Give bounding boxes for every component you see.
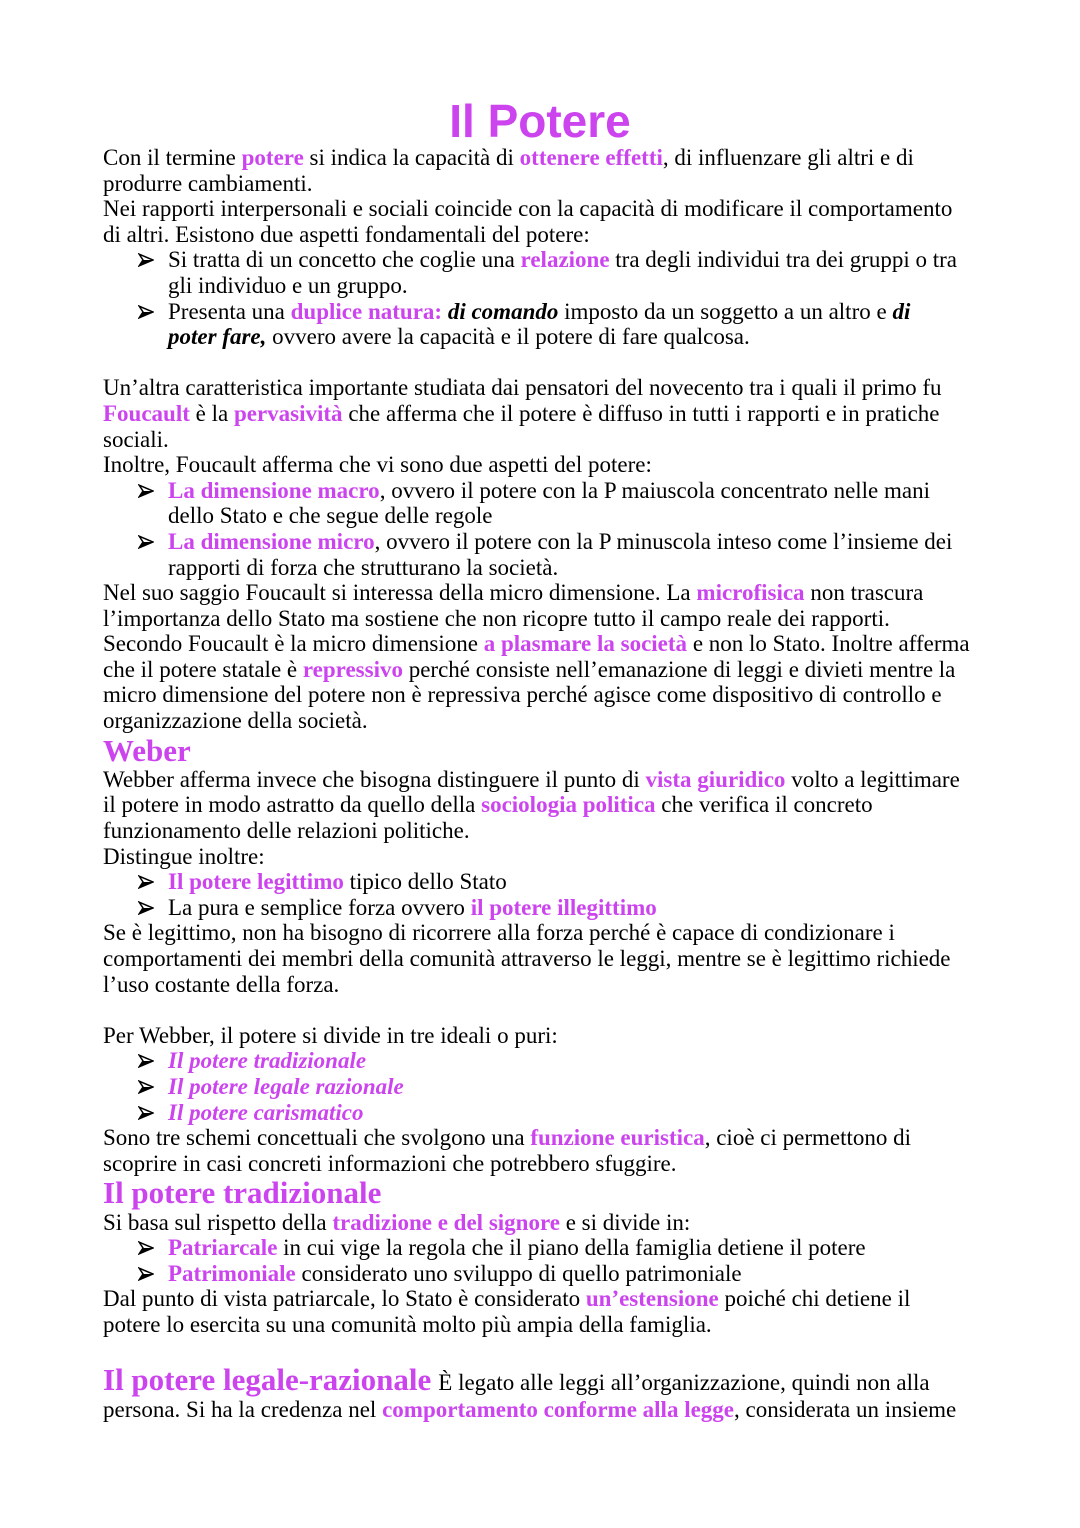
text: dello Stato e che segue delle regole	[168, 503, 493, 529]
text-line	[103, 1286, 1043, 1312]
text-line	[103, 708, 1043, 734]
text: gli individuo e un gruppo.	[168, 272, 408, 298]
text: È legato alle leggi all’organizzazione, quindi non alla	[438, 1370, 930, 1396]
key-term: il potere illegittimo	[470, 894, 657, 920]
text: Distingue inoltre:	[103, 843, 265, 869]
text-line	[103, 196, 1043, 222]
tradizionale-paragraph-2	[103, 1286, 1043, 1337]
legale-paragraph	[103, 1363, 1043, 1422]
text-line	[103, 427, 1043, 453]
text: e si divide in:	[559, 1209, 691, 1235]
blank-line	[103, 997, 1043, 1023]
text-line	[103, 1312, 1043, 1338]
weber-paragraph-3	[103, 1125, 1043, 1176]
text-line	[103, 401, 1043, 427]
key-term: relazione	[520, 247, 610, 273]
text: , ovvero il potere con la P maiuscola concentrato nelle mani	[379, 477, 931, 503]
text-line	[103, 375, 1043, 401]
text-line	[103, 946, 1043, 972]
text: poiché chi detiene il	[718, 1286, 911, 1312]
weber-types-intro	[103, 1023, 1043, 1049]
arrowhead-bullet-icon	[138, 1080, 154, 1094]
text: funzionamento delle relazioni politiche.	[103, 818, 470, 844]
key-term: duplice natura:	[290, 298, 443, 324]
key-term: Patriarcale	[168, 1235, 278, 1261]
bullet-item	[103, 895, 1043, 921]
text-line	[103, 682, 1043, 708]
text: Webber afferma invece che bisogna distinguere il punto di	[103, 766, 646, 792]
key-term: Patrimoniale	[168, 1260, 296, 1286]
bullet-item	[103, 1048, 1043, 1074]
text: tipico dello Stato	[343, 869, 507, 895]
text: volto a legittimare	[785, 766, 960, 792]
arrowhead-bullet-icon	[138, 901, 154, 915]
foucault-bullet-list	[103, 478, 1043, 580]
text: e non lo Stato. Inoltre afferma	[687, 631, 970, 657]
text: considerato uno sviluppo di quello patrimoniale	[295, 1260, 742, 1286]
text: sociali.	[103, 426, 169, 452]
text-line	[103, 1397, 1043, 1423]
text-line	[103, 631, 1043, 657]
key-term: repressivo	[302, 656, 403, 682]
bullet-continuation	[103, 555, 1043, 581]
text-line	[103, 844, 1043, 870]
text: Per Webber, il potere si divide in tre ideali o puri:	[103, 1022, 558, 1048]
text: tra degli individui tra dei gruppi o tra	[609, 247, 958, 273]
text: comportamenti dei membri della comunità attraverso le leggi, mentre se è legittimo richiede	[103, 946, 951, 971]
text: Se è legittimo, non ha bisogno di ricorrere alla forza perché è capace di condizionare i	[103, 920, 895, 946]
text-line	[103, 1363, 1043, 1397]
text: Nei rapporti interpersonali e sociali coincide con la capacità di modificare il comportamento	[103, 196, 953, 222]
text: che il potere statale è	[103, 656, 303, 682]
key-term: potere	[241, 145, 304, 170]
text: che verifica il concreto	[655, 792, 873, 818]
text-line	[103, 657, 1043, 683]
text-line	[103, 452, 1043, 478]
tradizionale-paragraph	[103, 1210, 1043, 1236]
text: Presenta una	[168, 298, 291, 324]
key-term: sociologia politica	[481, 792, 656, 818]
text: Un’altra caratteristica importante studiata dai pensatori del novecento tra i quali il primo fu	[103, 375, 942, 401]
text: imposto da un soggetto a un altro e	[558, 298, 893, 324]
key-term: un’estensione	[585, 1286, 719, 1312]
text-line	[103, 818, 1043, 844]
document-body	[103, 145, 1043, 1422]
text-line	[103, 1151, 1043, 1177]
text: organizzazione della società.	[103, 708, 368, 734]
weber-bullet-list	[103, 869, 1043, 920]
key-term: microfisica	[696, 580, 805, 606]
text: Si tratta di un concetto che coglie una	[168, 247, 521, 273]
key-term: vista giuridico	[645, 766, 786, 792]
text: Con il termine	[103, 145, 242, 170]
text: rapporti di forza che strutturano la società.	[168, 554, 559, 580]
text: , considerata un insieme	[734, 1396, 957, 1422]
text-line	[103, 767, 1043, 793]
text: in cui vige la regola che il piano della famiglia detiene il potere	[277, 1235, 866, 1261]
text-line	[103, 792, 1043, 818]
text: non trascura	[804, 580, 924, 606]
key-term: comportamento conforme alla legge	[382, 1396, 734, 1422]
text: Dal punto di vista patriarcale, lo Stato è considerato	[103, 1286, 586, 1312]
text-line	[103, 222, 1043, 248]
arrowhead-bullet-icon	[138, 535, 154, 549]
key-term: funzione euristica	[530, 1125, 705, 1151]
key-term: La dimensione micro	[168, 528, 375, 554]
arrowhead-bullet-icon	[138, 1106, 154, 1120]
power-type: Il potere tradizionale	[168, 1048, 367, 1074]
bullet-item	[103, 1100, 1043, 1126]
text: , di influenzare gli altri e di	[662, 145, 914, 170]
text-line	[103, 1125, 1043, 1151]
power-types-list	[103, 1048, 1043, 1125]
text-line	[103, 171, 1043, 197]
text: Inoltre, Foucault afferma che vi sono due aspetti del potere:	[103, 452, 652, 478]
text: è la	[189, 400, 234, 426]
bullet-item	[103, 247, 1043, 273]
foucault-paragraph-2	[103, 580, 1043, 734]
blank-line	[103, 350, 1043, 376]
key-term: pervasività	[233, 400, 343, 426]
text: si indica la capacità di	[303, 145, 520, 170]
text: Nel suo saggio Foucault si interessa della micro dimensione. La	[103, 580, 697, 606]
text: , ovvero il potere con la P minuscola inteso come l’insieme dei	[374, 528, 953, 554]
intro-paragraph	[103, 145, 1043, 247]
arrowhead-bullet-icon	[138, 1054, 154, 1068]
weber-paragraph-2	[103, 920, 1043, 997]
foucault-paragraph	[103, 375, 1043, 477]
arrowhead-bullet-icon	[138, 875, 154, 889]
emphasis: poter fare,	[168, 324, 267, 350]
text: perché consiste nell’emanazione di leggi e divieti mentre la	[402, 656, 956, 682]
text: scoprire in casi concreti informazioni che potrebbero sfuggire.	[103, 1150, 677, 1176]
text-line	[103, 1023, 1043, 1049]
text-line	[103, 606, 1043, 632]
section-heading-weber: Weber	[103, 732, 191, 768]
text: Sono tre schemi concettuali che svolgono una	[103, 1125, 531, 1151]
text: , cioè ci permettono di	[704, 1125, 912, 1151]
weber-paragraph	[103, 767, 1043, 869]
text: La pura e semplice forza ovvero	[168, 894, 471, 920]
text: Secondo Foucault è la micro dimensione	[103, 631, 484, 657]
section-heading-tradizionale: Il potere tradizionale	[103, 1175, 382, 1211]
text: l’uso costante della forza.	[103, 971, 340, 997]
key-term: La dimensione macro	[168, 477, 380, 503]
bullet-continuation	[103, 503, 1043, 529]
intro-bullet-list	[103, 247, 1043, 349]
text-line	[103, 1210, 1043, 1236]
text: che afferma che il potere è diffuso in tutti i rapporti e in pratiche	[342, 400, 940, 426]
text-line	[103, 920, 1043, 946]
text: persona. Si ha la credenza nel	[103, 1396, 383, 1422]
bullet-item	[103, 1261, 1043, 1287]
bullet-continuation	[103, 273, 1043, 299]
text: potere lo esercita su una comunità molto più ampia della famiglia.	[103, 1311, 712, 1337]
arrowhead-bullet-icon	[138, 1241, 154, 1255]
key-term: Il potere legittimo	[168, 869, 344, 895]
bullet-item	[103, 869, 1043, 895]
emphasis: di comando	[442, 298, 559, 324]
arrowhead-bullet-icon	[138, 484, 154, 498]
tradizionale-bullet-list	[103, 1235, 1043, 1286]
text: Si basa sul rispetto della	[103, 1209, 333, 1235]
text-line	[103, 972, 1043, 998]
bullet-item	[103, 299, 1043, 325]
bullet-item	[103, 478, 1043, 504]
text: micro dimensione del potere non è repressiva perché agisce come dispositivo di controllo e	[103, 682, 942, 708]
text: produrre cambiamenti.	[103, 170, 313, 196]
bullet-continuation	[103, 324, 1043, 350]
text-line	[103, 145, 1043, 171]
bullet-item	[103, 1235, 1043, 1261]
power-type: Il potere carismatico	[168, 1099, 364, 1125]
section-heading-legale: Il potere legale-razionale	[103, 1362, 432, 1398]
arrowhead-bullet-icon	[138, 253, 154, 267]
emphasis: di	[892, 298, 911, 324]
bullet-item	[103, 529, 1043, 555]
text: di altri. Esistono due aspetti fondamentali del potere:	[103, 221, 590, 247]
text: il potere in modo astratto da quello della	[103, 792, 482, 818]
bullet-item	[103, 1074, 1043, 1100]
key-term: ottenere effetti	[519, 145, 663, 170]
text: ovvero avere la capacità e il potere di fare qualcosa.	[266, 324, 750, 350]
text: l’importanza dello Stato ma sostiene che non ricopre tutto il campo reale dei rapporti.	[103, 605, 890, 631]
blank-line	[103, 1338, 1043, 1364]
text-line	[103, 580, 1043, 606]
arrowhead-bullet-icon	[138, 305, 154, 319]
page-title: Il Potere	[449, 95, 631, 147]
arrowhead-bullet-icon	[138, 1267, 154, 1281]
key-term: a plasmare la società	[483, 631, 688, 657]
power-type: Il potere legale razionale	[168, 1073, 404, 1099]
key-term: tradizione e del signore	[332, 1209, 560, 1235]
key-term: Foucault	[103, 400, 190, 426]
